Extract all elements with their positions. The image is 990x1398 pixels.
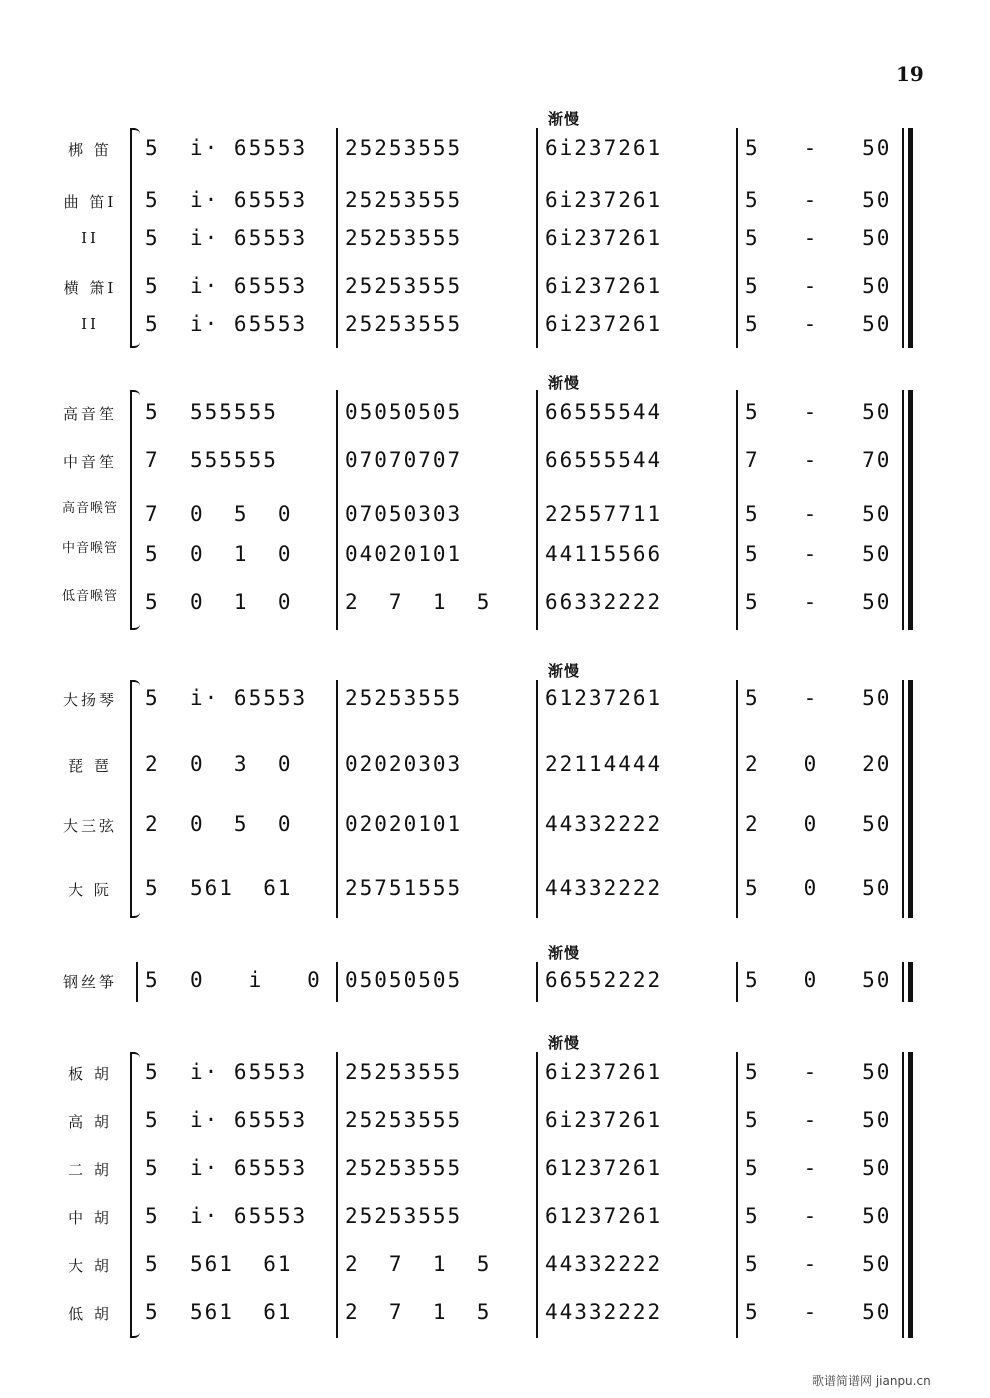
measure-1: i· 65553 xyxy=(190,312,308,336)
instrument-name: 大三弦 xyxy=(62,817,117,835)
measure-1: i· 65553 xyxy=(190,274,308,298)
staff-row xyxy=(0,222,990,256)
measure-3: 66552222 xyxy=(545,968,663,992)
measure-4: 7 - 70 xyxy=(745,448,892,472)
measure-2: 25751555 xyxy=(345,876,463,900)
measure-2: 25253555 xyxy=(345,136,463,160)
staff-row xyxy=(0,538,990,572)
measure-4: 5 - 50 xyxy=(745,274,892,298)
measure-2: 02020303 xyxy=(345,752,463,776)
measure-pickup: 5 xyxy=(145,968,160,992)
measure-1: 0 1 0 xyxy=(190,542,293,566)
instrument-name: 高 胡 xyxy=(68,1113,112,1131)
measure-pickup: 5 xyxy=(145,1252,160,1276)
measure-pickup: 5 xyxy=(145,312,160,336)
measure-3: 61237261 xyxy=(545,1156,663,1180)
measure-pickup: 5 xyxy=(145,136,160,160)
measure-4: 5 - 50 xyxy=(745,1300,892,1324)
staff-row xyxy=(0,682,990,716)
measure-4: 5 - 50 xyxy=(745,1252,892,1276)
measure-pickup: 5 xyxy=(145,1204,160,1228)
staff-row xyxy=(0,184,990,218)
measure-2: 05050505 xyxy=(345,968,463,992)
measure-2: 25253555 xyxy=(345,1108,463,1132)
tempo-mark: 渐慢 xyxy=(548,662,581,680)
measure-4: 5 - 50 xyxy=(745,590,892,614)
measure-3: 6i237261 xyxy=(545,274,663,298)
measure-2: 25253555 xyxy=(345,188,463,212)
staff-row xyxy=(0,1296,990,1330)
measure-1: i· 65553 xyxy=(190,188,308,212)
instrument-name: 大 阮 xyxy=(68,881,112,899)
instrument-name: 中音喉管 xyxy=(61,541,118,556)
tempo-mark: 渐慢 xyxy=(548,110,581,128)
measure-1: i· 65553 xyxy=(190,1060,308,1084)
measure-1: i· 65553 xyxy=(190,1108,308,1132)
measure-4: 5 - 50 xyxy=(745,1156,892,1180)
measure-3: 44332222 xyxy=(545,1252,663,1276)
staff-row xyxy=(0,396,990,430)
measure-2: 25253555 xyxy=(345,686,463,710)
measure-4: 5 - 50 xyxy=(745,1204,892,1228)
measure-3: 44332222 xyxy=(545,812,663,836)
measure-4: 5 - 50 xyxy=(745,226,892,250)
measure-4: 2 0 50 xyxy=(745,812,892,836)
instrument-name: 高音喉管 xyxy=(61,501,118,516)
measure-1: 561 61 xyxy=(190,1252,293,1276)
measure-1: 561 61 xyxy=(190,876,293,900)
instrument-name: 低音喉管 xyxy=(61,589,118,604)
measure-pickup: 2 xyxy=(145,752,160,776)
measure-1: 0 5 0 xyxy=(190,502,293,526)
measure-pickup: 5 xyxy=(145,542,160,566)
staff-row xyxy=(0,1104,990,1138)
measure-2: 04020101 xyxy=(345,542,463,566)
measure-4: 5 0 50 xyxy=(745,968,892,992)
measure-1: 0 5 0 xyxy=(190,812,293,836)
measure-3: 22114444 xyxy=(545,752,663,776)
instrument-name: 琵 琶 xyxy=(68,757,112,775)
measure-pickup: 2 xyxy=(145,812,160,836)
staff-row xyxy=(0,964,990,998)
measure-2: 25253555 xyxy=(345,226,463,250)
staff-row xyxy=(0,1248,990,1282)
measure-4: 5 - 50 xyxy=(745,686,892,710)
instrument-name: II xyxy=(81,229,99,247)
measure-pickup: 7 xyxy=(145,502,160,526)
measure-4: 5 - 50 xyxy=(745,1060,892,1084)
page-number: 19 xyxy=(896,62,924,86)
measure-1: i· 65553 xyxy=(190,136,308,160)
instrument-name: 中音笙 xyxy=(62,453,117,471)
staff-row xyxy=(0,1200,990,1234)
staff-row xyxy=(0,498,990,532)
measure-3: 61237261 xyxy=(545,686,663,710)
measure-4: 5 - 50 xyxy=(745,188,892,212)
measure-1: 561 61 xyxy=(190,1300,293,1324)
measure-pickup: 5 xyxy=(145,400,160,424)
instrument-name: 大扬琴 xyxy=(62,691,117,709)
staff-row xyxy=(0,132,990,166)
measure-1: i· 65553 xyxy=(190,1156,308,1180)
measure-2: 25253555 xyxy=(345,274,463,298)
instrument-name: 梆 笛 xyxy=(68,141,112,159)
measure-pickup: 5 xyxy=(145,1156,160,1180)
measure-1: 555555 xyxy=(190,400,278,424)
measure-4: 5 - 50 xyxy=(745,312,892,336)
watermark: 歌谱简谱网 jianpu.cn xyxy=(812,1374,931,1388)
measure-3: 44115566 xyxy=(545,542,663,566)
measure-4: 5 - 50 xyxy=(745,136,892,160)
staff-row xyxy=(0,872,990,906)
measure-2: 25253555 xyxy=(345,1060,463,1084)
measure-3: 44332222 xyxy=(545,1300,663,1324)
measure-4: 5 0 50 xyxy=(745,876,892,900)
staff-row xyxy=(0,270,990,304)
measure-3: 66332222 xyxy=(545,590,663,614)
instrument-name: 大 胡 xyxy=(68,1257,112,1275)
measure-pickup: 5 xyxy=(145,188,160,212)
measure-3: 66555544 xyxy=(545,448,663,472)
measure-1: 0 3 0 xyxy=(190,752,293,776)
measure-3: 6i237261 xyxy=(545,312,663,336)
measure-3: 44332222 xyxy=(545,876,663,900)
tempo-mark: 渐慢 xyxy=(548,374,581,392)
measure-pickup: 5 xyxy=(145,226,160,250)
instrument-name: 曲 笛I xyxy=(63,193,117,211)
instrument-name: 横 箫I xyxy=(63,279,117,297)
instrument-name: 高音笙 xyxy=(62,405,117,423)
measure-1: 555555 xyxy=(190,448,278,472)
measure-3: 66555544 xyxy=(545,400,663,424)
instrument-name: 二 胡 xyxy=(68,1161,112,1179)
instrument-name: 中 胡 xyxy=(68,1209,112,1227)
measure-1: i· 65553 xyxy=(190,226,308,250)
measure-2: 2 7 1 5 xyxy=(345,1300,492,1324)
measure-1: i· 65553 xyxy=(190,686,308,710)
measure-3: 6i237261 xyxy=(545,1060,663,1084)
measure-4: 5 - 50 xyxy=(745,1108,892,1132)
instrument-name: 低 胡 xyxy=(68,1305,112,1323)
measure-pickup: 5 xyxy=(145,274,160,298)
staff-row xyxy=(0,1056,990,1090)
measure-1: 0 1 0 xyxy=(190,590,293,614)
measure-3: 6i237261 xyxy=(545,226,663,250)
measure-1: 0 i 0 xyxy=(190,968,322,992)
measure-pickup: 5 xyxy=(145,1060,160,1084)
measure-4: 5 - 50 xyxy=(745,400,892,424)
staff-row xyxy=(0,748,990,782)
staff-row xyxy=(0,808,990,842)
measure-2: 07050303 xyxy=(345,502,463,526)
measure-3: 6i237261 xyxy=(545,136,663,160)
measure-pickup: 5 xyxy=(145,1108,160,1132)
instrument-name: 钢丝筝 xyxy=(62,973,117,991)
instrument-name: II xyxy=(81,315,99,333)
measure-3: 61237261 xyxy=(545,1204,663,1228)
measure-1: i· 65553 xyxy=(190,1204,308,1228)
measure-pickup: 7 xyxy=(145,448,160,472)
measure-4: 5 - 50 xyxy=(745,542,892,566)
measure-2: 07070707 xyxy=(345,448,463,472)
measure-2: 2 7 1 5 xyxy=(345,590,492,614)
measure-pickup: 5 xyxy=(145,1300,160,1324)
measure-3: 6i237261 xyxy=(545,1108,663,1132)
instrument-name: 板 胡 xyxy=(68,1065,112,1083)
measure-3: 22557711 xyxy=(545,502,663,526)
measure-pickup: 5 xyxy=(145,876,160,900)
staff-row xyxy=(0,586,990,620)
measure-3: 6i237261 xyxy=(545,188,663,212)
measure-pickup: 5 xyxy=(145,686,160,710)
measure-2: 02020101 xyxy=(345,812,463,836)
measure-4: 5 - 50 xyxy=(745,502,892,526)
measure-pickup: 5 xyxy=(145,590,160,614)
measure-2: 05050505 xyxy=(345,400,463,424)
measure-2: 2 7 1 5 xyxy=(345,1252,492,1276)
staff-row xyxy=(0,308,990,342)
staff-row xyxy=(0,444,990,478)
staff-row xyxy=(0,1152,990,1186)
measure-2: 25253555 xyxy=(345,1204,463,1228)
tempo-mark: 渐慢 xyxy=(548,1034,581,1052)
tempo-mark: 渐慢 xyxy=(548,944,581,962)
measure-4: 2 0 20 xyxy=(745,752,892,776)
measure-2: 25253555 xyxy=(345,312,463,336)
measure-2: 25253555 xyxy=(345,1156,463,1180)
